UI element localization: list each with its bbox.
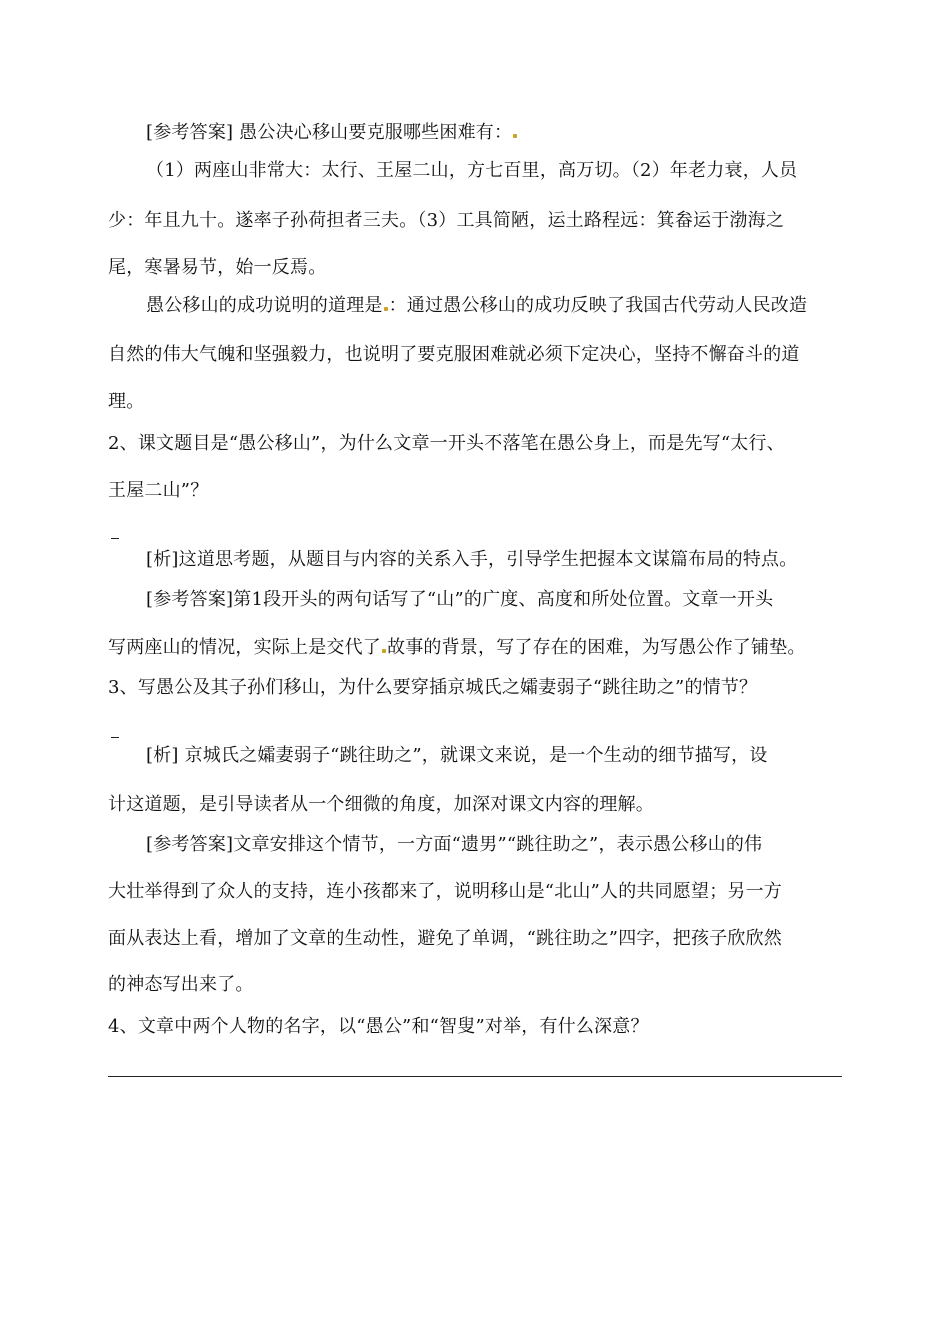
paragraph-line (146, 294, 807, 318)
analysis-line: 计这道题，是引导读者从一个细微的角度，加深对课文内容的理解。 (108, 794, 654, 815)
answer-line: [参考答案]文章安排这个情节，一方面“遗男”“跳往助之”，表示愚公移山的伟 (146, 834, 763, 855)
answer-line: 的神态写出来了。 (108, 974, 254, 995)
answer-line: 面从表达上看，增加了文章的生动性，避免了单调，“跳往助之”四字，把孩子欣欣然 (108, 928, 783, 949)
marker-dot (384, 307, 388, 311)
paragraph-text: ：通过愚公移山的成功反映了我国古代劳动人民改造 (388, 295, 808, 316)
question-3-line: 3、写愚公及其子孙们移山，为什么要穿插京城氏之孀妻弱子“跳往助之”的情节？ (108, 677, 758, 698)
analysis-line: [析]这道思考题，从题目与内容的关系入手，引导学生把握本文谋篇布局的特点。 (146, 549, 798, 570)
question-2-line: 2、课文题目是“愚公移山”，为什么文章一开头不落笔在愚公身上，而是先写“太行、 (108, 433, 785, 454)
dash-mark (111, 737, 119, 738)
paragraph-line: （1）两座山非常大：太行、王屋二山，方七百里，高万切。（2）年老力衰，人员 (146, 160, 798, 181)
marker-dot (382, 649, 386, 653)
paragraph-line: 少：年且九十。遂率子孙荷担者三夫。（3）工具简陋，运土路程远：箕畚运于渤海之 (108, 210, 785, 231)
paragraph-text: 写两座山的情况，实际上是交代了 (108, 637, 381, 658)
answer-heading-line (146, 121, 518, 145)
paragraph-line: 自然的伟大气魄和坚强毅力，也说明了要克服困难就必须下定决心，坚持不懈奋斗的道 (108, 344, 800, 365)
analysis-line: [析] 京城氏之孀妻弱子“跳往助之”，就课文来说，是一个生动的细节描写，设 (146, 745, 768, 766)
answer-line: [参考答案]第1段开头的两句话写了“山”的广度、高度和所处位置。文章一开头 (146, 589, 774, 610)
paragraph-line: 尾，寒暑易节，始一反焉。 (108, 257, 327, 278)
paragraph-line: 理。 (108, 391, 145, 412)
question-4-line: 4、文章中两个人物的名字，以“愚公”和“智叟”对举，有什么深意？ (108, 1016, 649, 1037)
marker-dot (513, 134, 517, 138)
question-2-line: 王屋二山”？ (108, 480, 209, 501)
answer-line (108, 636, 806, 660)
answer-line: 大壮举得到了众人的支持，连小孩都来了，说明移山是“北山”人的共同愿望；另一方 (108, 881, 783, 902)
answer-heading-text: [参考答案] 愚公决心移山要克服哪些困难有： (146, 122, 513, 143)
dash-mark (111, 538, 119, 539)
paragraph-text: 故事的背景，写了存在的困难，为写愚公作了铺垫。 (387, 637, 806, 658)
answer-rule-line (108, 1076, 842, 1077)
paragraph-text: 愚公移山的成功说明的道理是 (146, 295, 383, 316)
